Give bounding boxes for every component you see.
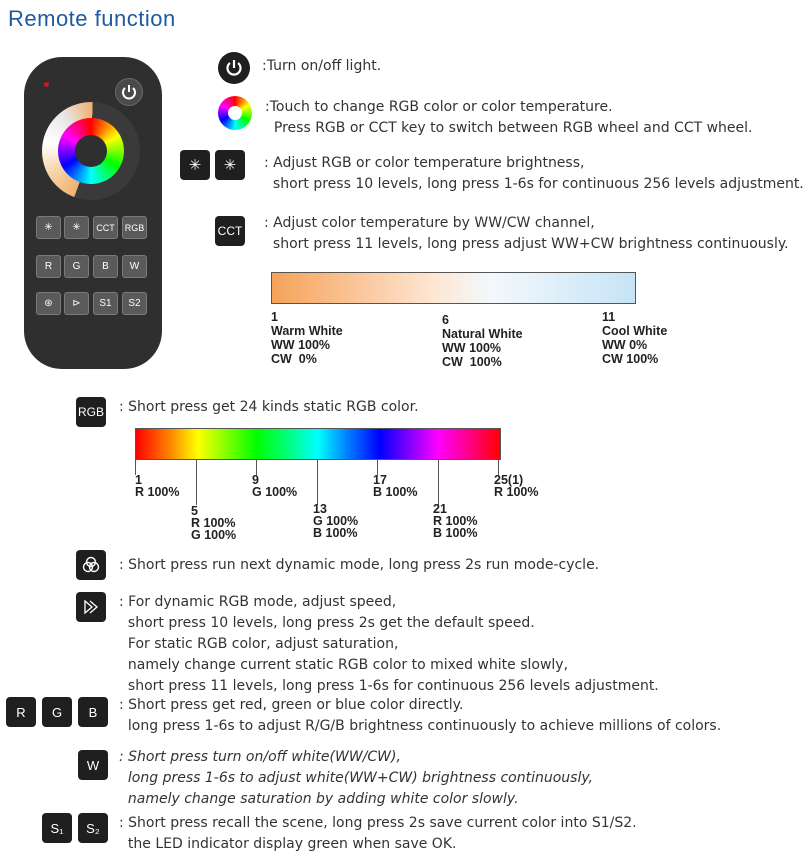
g-key-icon: G — [42, 697, 72, 727]
power-description: :Turn on/off light. — [262, 58, 382, 74]
s2-key-icon: S₂ — [78, 813, 108, 843]
power-icon — [218, 52, 250, 84]
power-icon — [116, 79, 142, 105]
cct-label-warm: 1 Warm White WW 100% CW 0% — [271, 310, 343, 366]
cct-description: : Adjust color temperature by WW/CW channel, short press 11 levels, long press adjust WW+CW brightness continuously. — [264, 215, 789, 252]
remote-key-speed: ⊳ — [64, 292, 89, 315]
remote-key-cct: CCT — [93, 216, 118, 239]
page-title: Remote function — [8, 6, 176, 31]
remote-key-s1: S1 — [93, 292, 118, 315]
s1-key-icon: S₁ — [42, 813, 72, 843]
remote-key-b: B — [93, 255, 118, 278]
brightness-description: : Adjust RGB or color temperature brightness, short press 10 levels, long press 1-6s for continuous 256 levels adjustment. — [264, 155, 804, 192]
mode-icon — [76, 550, 106, 580]
rgb-keys-description: : Short press get red, green or blue color directly. long press 1-6s to adjust R/G/B brightness continuously to achieve millions of colors. — [119, 697, 722, 734]
rgb-gradient-bar — [135, 428, 501, 460]
remote-key-r: R — [36, 255, 61, 278]
rgb-tick — [317, 459, 318, 505]
remote-key-w: W — [122, 255, 147, 278]
rgb-label-1: 1 R 100% — [135, 473, 180, 499]
remote-key-brightness-down: ✳ — [36, 216, 61, 239]
mode-description: : Short press run next dynamic mode, long press 2s run mode-cycle. — [119, 557, 600, 573]
speed-description: : For dynamic RGB mode, adjust speed, short press 10 levels, long press 2s get the default speed. For static RGB color, adjust saturation, namely change current static RGB color to mixed white slowly, short press 11 levels, long press 1-6s for continuous 256 levels adjustment. — [119, 594, 659, 694]
r-key-icon: R — [6, 697, 36, 727]
w-key-icon: W — [78, 750, 108, 780]
wheel-description: :Touch to change RGB color or color temperature. Press RGB or CCT key to switch between RGB wheel and CCT wheel. — [265, 99, 753, 136]
remote-key-brightness-up: ✳ — [64, 216, 89, 239]
brightness-down-icon: ✳ — [180, 150, 210, 180]
rgb-description: : Short press get 24 kinds static RGB color. — [119, 399, 419, 415]
rgb-tick — [196, 459, 197, 505]
rgb-label-13: 13 G 100% B 100% — [313, 502, 359, 540]
led-indicator — [44, 82, 49, 87]
speed-icon — [76, 592, 106, 622]
cct-label-natural: 6 Natural White WW 100% CW 100% — [442, 313, 523, 369]
scene-description: : Short press recall the scene, long press 2s save current color into S1/S2. the LED indicator display green when save OK. — [119, 815, 637, 852]
brightness-up-icon: ✳ — [215, 150, 245, 180]
white-description: : Short press turn on/off white(WW/CW), long press 1-6s to adjust white(WW+CW) brightness continuously, namely change saturation by adding white color slowly. — [119, 749, 593, 807]
rgb-label-9: 9 G 100% — [252, 473, 298, 499]
rgb-tick — [438, 459, 439, 505]
b-key-icon: B — [78, 697, 108, 727]
rgb-label-25: 25(1) R 100% — [494, 473, 539, 499]
remote-key-g: G — [64, 255, 89, 278]
remote-key-mode: ⊛ — [36, 292, 61, 315]
wheel-center — [75, 135, 107, 167]
rgb-key-icon: RGB — [76, 397, 106, 427]
color-wheel-icon — [218, 96, 252, 130]
cct-key-icon: CCT — [215, 216, 245, 246]
cct-gradient-bar — [271, 272, 636, 304]
rgb-label-17: 17 B 100% — [373, 473, 418, 499]
remote-power-button — [115, 78, 143, 106]
remote-key-s2: S2 — [122, 292, 147, 315]
cct-label-cool: 11 Cool White WW 0% CW 100% — [602, 310, 668, 366]
rgb-label-5: 5 R 100% G 100% — [191, 504, 237, 542]
remote-key-rgb: RGB — [122, 216, 147, 239]
rgb-label-21: 21 R 100% B 100% — [433, 502, 478, 540]
